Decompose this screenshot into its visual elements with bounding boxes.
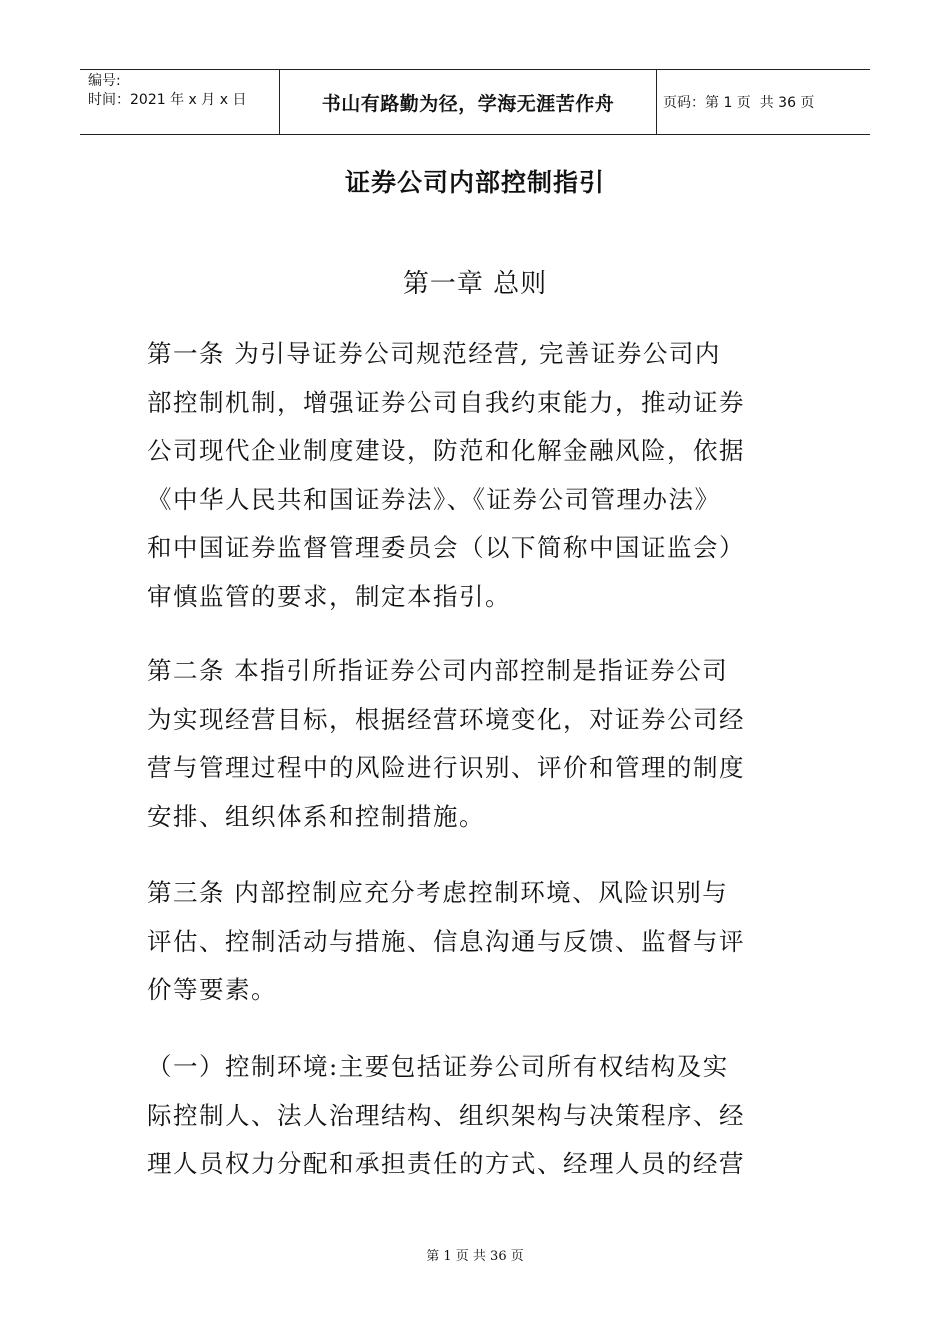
header-motto-cell — [280, 70, 657, 134]
paragraph-line: 营与管理过程中的风险进行识别、评价和管理的制度 — [147, 753, 745, 782]
date-label: 时间：2021 年 x 月 x 日 — [88, 92, 247, 108]
paragraph-line: 审慎监管的要求，制定本指引。 — [147, 581, 511, 611]
footer-page-number: 第 1 页 共 36 页 — [426, 1249, 524, 1264]
article-2-paragraph — [147, 647, 817, 841]
header-page-cell — [657, 70, 870, 134]
paragraph-line: 安排、组织体系和控制措施。 — [147, 801, 485, 831]
paragraph-line: 公司现代企业制度建设，防范和化解金融风险，依据 — [147, 436, 745, 465]
paragraph-line: （一）控制环境:主要包括证券公司所有权结构及实 — [147, 1052, 729, 1081]
paragraph-line: 际控制人、法人治理结构、组织架构与决策程序、经 — [147, 1100, 745, 1130]
article-1-paragraph — [147, 330, 817, 621]
paragraph-line: 价等要素。 — [147, 975, 277, 1004]
article-3-paragraph — [147, 869, 817, 1015]
paragraph-line: 理人员权力分配和承担责任的方式、经理人员的经营 — [147, 1149, 745, 1178]
paragraph-line: 第一条 为引导证券公司规范经营, 完善证券公司内 — [147, 339, 721, 368]
number-label: 编号: — [88, 73, 121, 89]
paragraph-line: 部控制机制，增强证券公司自我约束能力，推动证券 — [147, 387, 745, 417]
paragraph-line: 《中华人民共和国证券法》、《证券公司管理办法》 — [147, 484, 721, 514]
paragraph-line: 第二条 本指引所指证券公司内部控制是指证券公司 — [147, 656, 729, 685]
page-footer — [0, 1245, 950, 1264]
control-environment-paragraph — [147, 1043, 817, 1189]
document-title: 证券公司内部控制指引 — [344, 168, 605, 197]
paragraph-line: 评估、控制活动与措施、信息沟通与反馈、监督与评 — [147, 926, 745, 956]
paragraph-line: 为实现经营目标，根据经营环境变化，对证券公司经 — [147, 704, 745, 734]
header-page-info: 页码：第 1 页 共 36 页 — [663, 95, 815, 111]
chapter-title: 第一章 总则 — [402, 269, 548, 299]
page-header — [80, 69, 870, 135]
motto-text: 书山有路勤为径，学海无涯苦作舟 — [321, 92, 615, 115]
header-meta-cell — [80, 70, 280, 134]
paragraph-line: 和中国证券监督管理委员会（以下简称中国证监会） — [147, 533, 745, 562]
paragraph-line: 第三条 内部控制应充分考虑控制环境、风险识别与 — [147, 878, 729, 907]
